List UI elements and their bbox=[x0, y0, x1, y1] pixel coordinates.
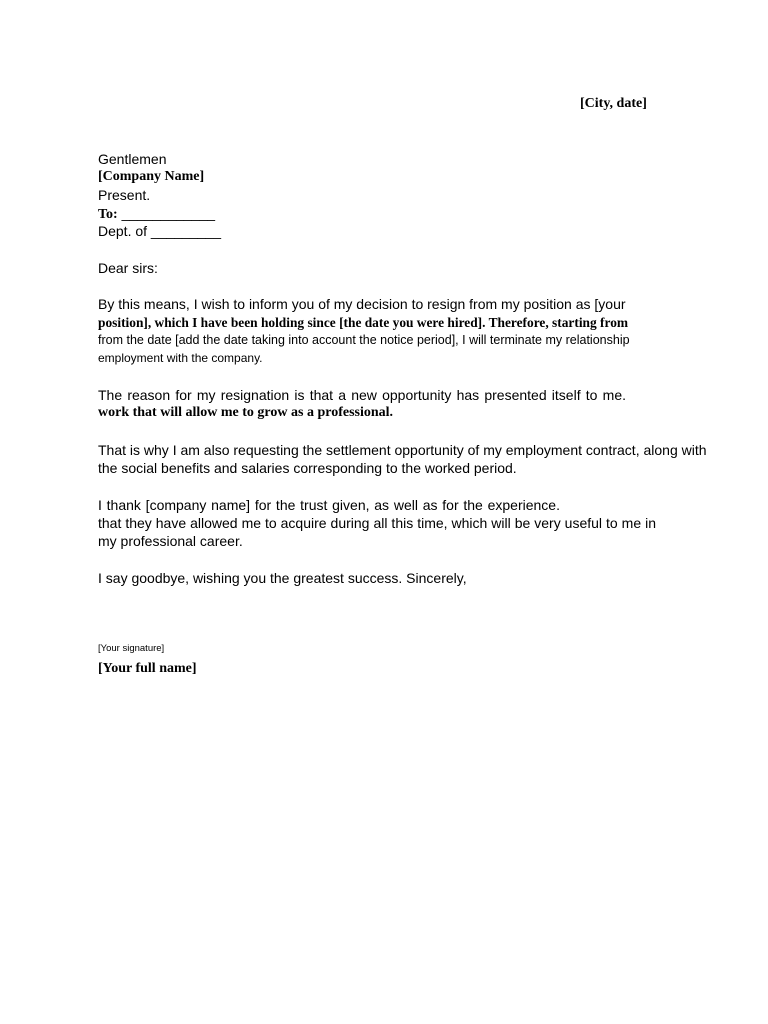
recipient-company: [Company Name] bbox=[98, 169, 205, 184]
full-name: [Your full name] bbox=[98, 661, 197, 676]
recipient-dept: Dept. of _________ bbox=[98, 223, 221, 239]
to-blank: ____________ bbox=[117, 205, 216, 221]
signature-placeholder: [Your signature] bbox=[98, 643, 165, 654]
para4-line3: my professional career. bbox=[98, 533, 243, 549]
closing: I say goodbye, wishing you the greatest success. Sincerely, bbox=[98, 570, 467, 586]
para2-line1: The reason for my resignation is that a new opportunity has presented itself to me. bbox=[98, 387, 626, 403]
para3-line1: That is why I am also requesting the settlement opportunity of my employment contract, along with bbox=[98, 442, 707, 458]
to-label: To: bbox=[98, 207, 118, 222]
recipient-salutation: Gentlemen bbox=[98, 151, 167, 167]
para1-line1: By this means, I wish to inform you of my decision to resign from my position as [your bbox=[98, 296, 626, 312]
para1-line4: employment with the company. bbox=[98, 351, 263, 365]
para2-line2: work that will allow me to grow as a professional. bbox=[98, 405, 394, 420]
city-date: [City, date] bbox=[580, 96, 647, 111]
recipient-to-line bbox=[98, 205, 215, 223]
recipient-present: Present. bbox=[98, 187, 151, 203]
para4-line1: I thank [company name] for the trust given, as well as for the experience. bbox=[98, 497, 560, 513]
para3-line2: the social benefits and salaries corresponding to the worked period. bbox=[98, 460, 517, 476]
greeting: Dear sirs: bbox=[98, 260, 158, 276]
para4-line2: that they have allowed me to acquire during all this time, which will be very useful to me in bbox=[98, 515, 656, 531]
para1-line2: position], which I have been holding since [the date you were hired]. Therefore, starting from bbox=[98, 315, 629, 330]
para1-line3: from the date [add the date taking into account the notice period], I will terminate my relationship bbox=[98, 333, 630, 347]
